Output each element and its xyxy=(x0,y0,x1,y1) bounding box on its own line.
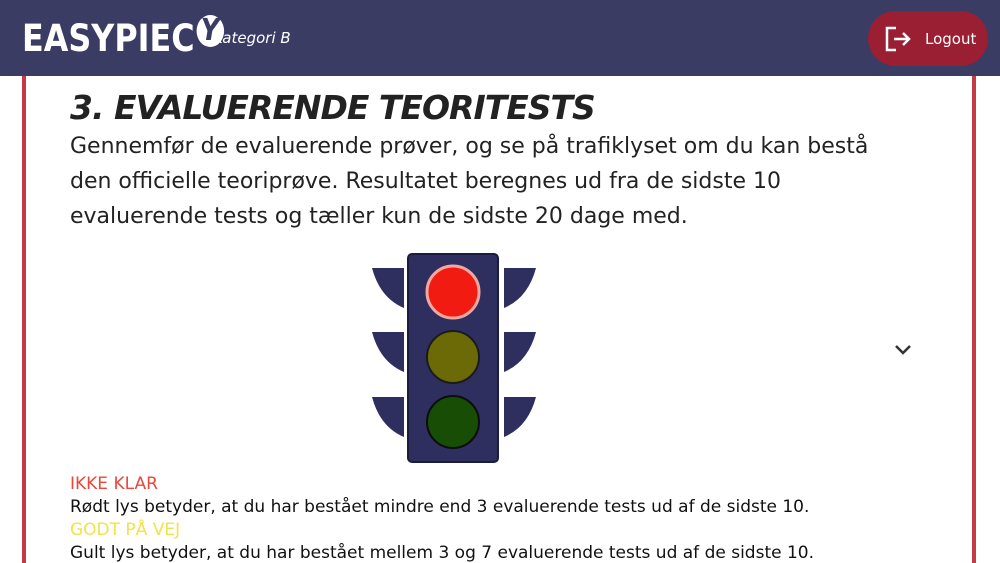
status-desc-yellow: Gult lys betyder, at du har bestået mellem 3 og 7 evaluerende tests ud af de sidste 10. xyxy=(70,543,815,563)
status-title-red: IKKE KLAR xyxy=(70,474,158,494)
traffic-light-wing-right-top xyxy=(504,268,536,308)
intro-text: Gennemfør de evaluerende prøver, og se på trafiklyset om du kan bestå den officielle teoriprøve. Resultatet beregnes ud fra de sidste 10 evaluerende tests og tæller kun de sidste 20 dage med. xyxy=(70,134,869,229)
page-title: 3. EVALUERENDE TEORITESTS xyxy=(70,88,595,127)
status-desc-red: Rødt lys betyder, at du har bestået mindre end 3 evaluerende tests ud af de sidste 10. xyxy=(70,497,810,517)
logout-button[interactable] xyxy=(868,11,988,66)
traffic-light-wing-left-top xyxy=(372,268,404,308)
traffic-light-wing-right-bottom xyxy=(504,397,536,437)
logout-icon xyxy=(884,25,912,53)
category-label: Kategori B xyxy=(213,29,291,47)
logo-text: EASYPIEC xyxy=(22,16,195,60)
logo-mark-letter: Y xyxy=(200,13,220,48)
traffic-light-wing-left-mid xyxy=(372,332,404,372)
status-title-yellow: GODT PÅ VEJ xyxy=(70,520,181,540)
app-header xyxy=(0,0,1000,76)
traffic-light-wing-right-mid xyxy=(504,332,536,372)
traffic-light-wing-left-bottom xyxy=(372,397,404,437)
logo xyxy=(22,12,224,64)
traffic-light-yellow xyxy=(427,331,479,383)
traffic-light-green xyxy=(427,396,479,448)
traffic-light-icon xyxy=(368,252,540,464)
chevron-down-icon[interactable] xyxy=(891,338,915,362)
traffic-light-red xyxy=(427,266,479,318)
logout-label: Logout xyxy=(925,30,977,48)
